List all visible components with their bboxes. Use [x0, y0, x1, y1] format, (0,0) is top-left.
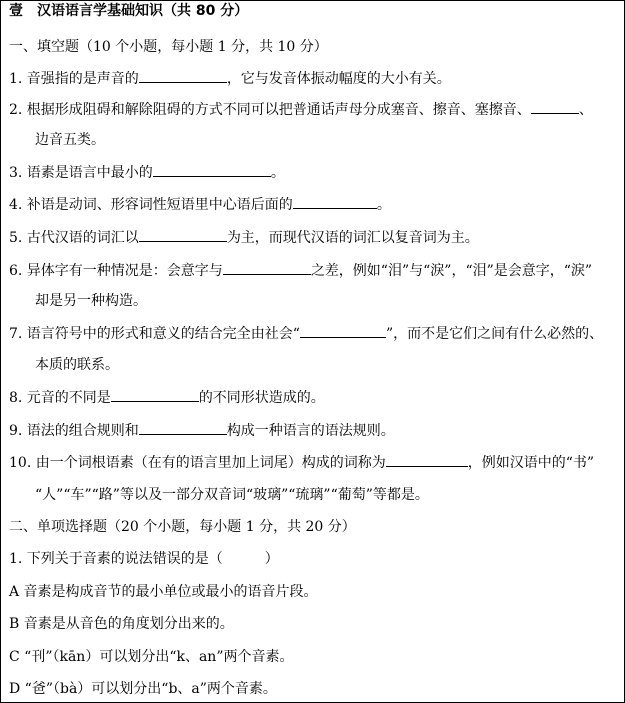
mc1-option-c[interactable]: C “刊”（kān）可以划分出“k、an”两个音素。 [9, 649, 294, 665]
q3-text-a: 3. 语素是语言中最小的 [9, 165, 153, 181]
q9-text-a: 9. 语法的组合规则和 [9, 423, 139, 439]
question-2 [9, 99, 618, 120]
q1-answer-blank[interactable] [139, 68, 227, 83]
q2-text-a: 2. 根据形成阻碍和解除阻碍的方式不同可以把普通话声母分成塞音、擦音、塞擦音、 [9, 102, 531, 118]
q3-answer-blank[interactable] [153, 162, 271, 177]
q3-text-b: 。 [270, 165, 285, 181]
q6-text-b: 之差，例如“泪”与“淚”，“泪”是会意字，“淚” [310, 263, 593, 279]
q5-text-a: 5. 古代汉语的词汇以 [9, 230, 139, 246]
question-10-continuation: “人”“车”“路”等以及一部分双音词“玻璃”“琉璃”“葡萄”等都是。 [35, 487, 429, 503]
section-2-header: 二、单项选择题（20 个小题，每小题 1 分，共 20 分） [9, 519, 356, 535]
q4-text-a: 4. 补语是动词、形容词性短语里中心语后面的 [9, 197, 293, 213]
q9-answer-blank[interactable] [139, 420, 227, 435]
page-title: 壹 汉语语言学基础知识（共 80 分） [9, 3, 249, 19]
mc1-option-d[interactable]: D “爸”（bà）可以划分出“b、a”两个音素。 [9, 681, 277, 697]
q9-text-b: 构成一种语言的语法规则。 [226, 423, 395, 439]
q8-text-b: 的不同形状造成的。 [198, 390, 325, 406]
q5-answer-blank[interactable] [139, 227, 227, 242]
mc1-option-a[interactable]: A 音素是构成音节的最小单位或最小的语音片段。 [9, 584, 318, 600]
question-3 [9, 162, 618, 183]
question-7 [9, 323, 618, 344]
q4-answer-blank[interactable] [293, 194, 377, 209]
q1-text-a: 1. 音强指的是声音的 [9, 71, 139, 87]
q2-text-b: 、 [578, 102, 593, 118]
question-7-continuation: 本质的联系。 [35, 357, 119, 373]
q4-text-b: 。 [376, 197, 391, 213]
q5-text-b: 为主，而现代汉语的词汇以复音词为主。 [226, 230, 479, 246]
question-6-continuation: 却是另一种构造。 [35, 293, 147, 309]
question-2-continuation: 边音五类。 [35, 132, 105, 148]
q10-text-b: ，例如汉语中的“书” [467, 455, 595, 471]
q8-text-a: 8. 元音的不同是 [9, 390, 111, 406]
question-5 [9, 227, 618, 248]
mc1-option-b[interactable]: B 音素是从音色的角度划分出来的。 [9, 616, 234, 632]
question-10 [9, 452, 618, 473]
q10-text-a: 10. 由一个词根语素（在有的语言里加上词尾）构成的词称为 [9, 455, 386, 471]
q7-text-b: ”，而不是它们之间有什么必然的、 [385, 326, 604, 342]
q10-answer-blank[interactable] [386, 452, 468, 467]
question-8 [9, 387, 618, 408]
question-9 [9, 420, 618, 441]
q7-answer-blank[interactable] [300, 323, 386, 338]
question-6 [9, 260, 618, 281]
q7-text-a: 7. 语言符号中的形式和意义的结合完全由社会“ [9, 326, 300, 342]
q1-text-b: ，它与发音体振动幅度的大小有关。 [226, 71, 451, 87]
mc-question-1-stem: 1. 下列关于音素的说法错误的是（ ） [9, 551, 279, 567]
q2-answer-blank[interactable] [531, 99, 579, 114]
q6-text-a: 6. 异体字有一种情况是：会意字与 [9, 263, 223, 279]
q8-answer-blank[interactable] [111, 387, 199, 402]
q6-answer-blank[interactable] [223, 260, 311, 275]
question-1 [9, 68, 618, 89]
section-1-header: 一、填空题（10 个小题，每小题 1 分，共 10 分） [9, 39, 328, 55]
question-4 [9, 194, 618, 215]
